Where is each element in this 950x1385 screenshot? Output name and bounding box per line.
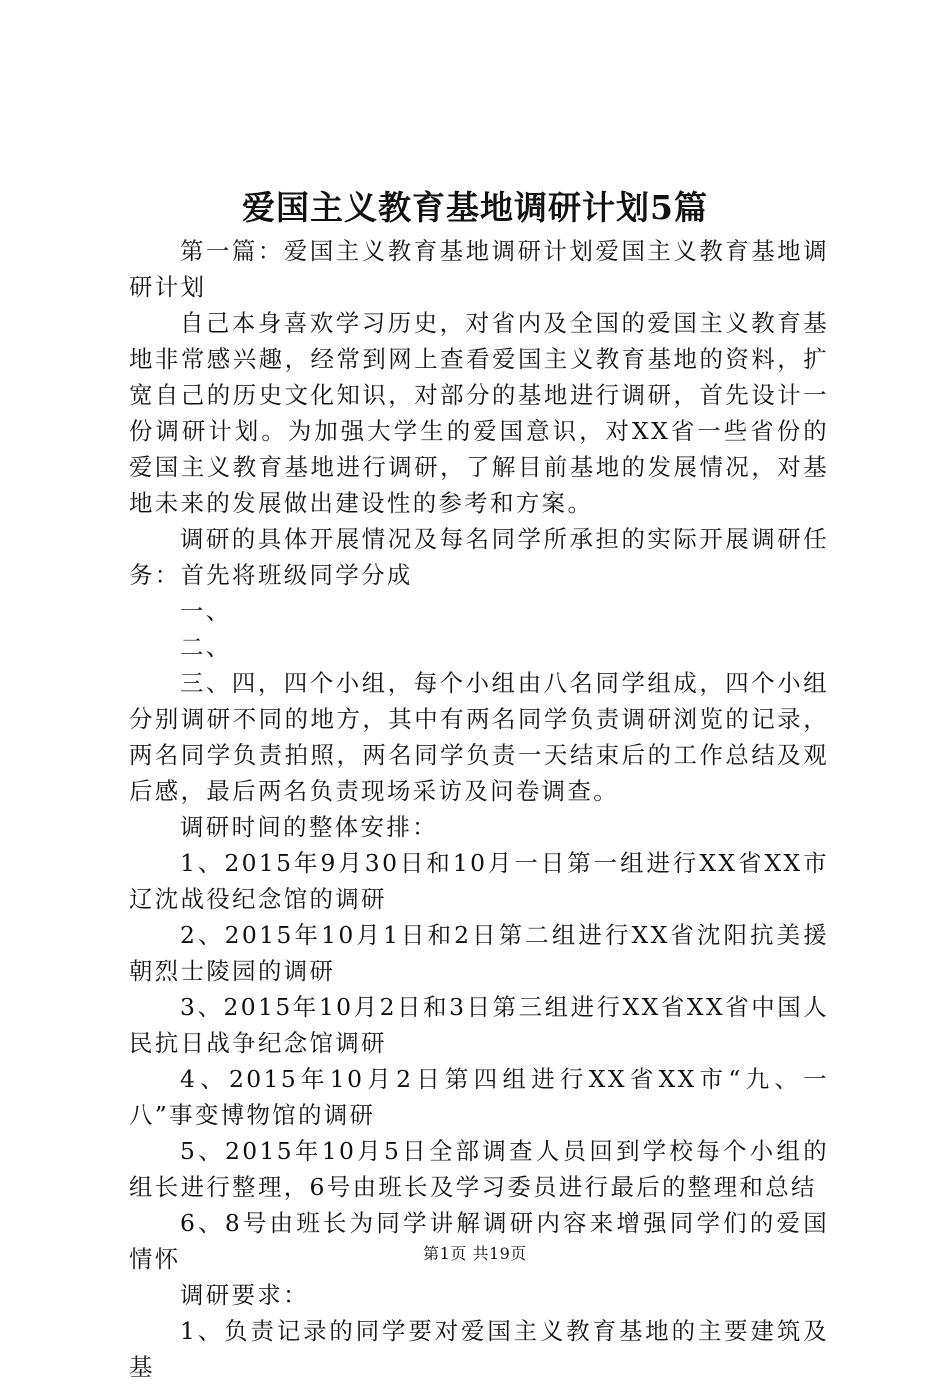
paragraph-requirements-heading: 调研要求： (180, 1281, 309, 1309)
document-title: 爱国主义教育基地调研计划5篇 (242, 188, 708, 227)
document-body (129, 233, 829, 1385)
paragraph-requirement-1: 1、负责记录的同学要对爱国主义教育基地的主要建筑及基 (129, 1317, 829, 1381)
paragraph-schedule-item-1: 1、2015年9月30日和10月一日第一组进行XX省XX市辽沈战役纪念馆的调研 (129, 849, 829, 913)
paragraph-background: 自己本身喜欢学习历史，对省内及全国的爱国主义教育基地非常感兴趣，经常到网上查看爱国主义教育基地的资料，扩宽自己的历史文化知识，对部分的基地进行调研，首先设计一份调研计划。为加强大学生的爱国意识，对XX省一些省份的爱国主义教育基地进行调研，了解目前基地的发展情况，对基地未来的发展做出建设性的参考和方案。 (129, 309, 829, 517)
paragraph-schedule-item-3: 3、2015年10月2日和3日第三组进行XX省XX省中国人民抗日战争纪念馆调研 (129, 993, 829, 1057)
paragraph-group-one: 一、 (180, 597, 232, 625)
paragraph-schedule-item-2: 2、2015年10月1日和2日第二组进行XX省沈阳抗美援朝烈士陵园的调研 (129, 921, 829, 985)
paragraph-schedule-item-4: 4、2015年10月2日第四组进行XX省XX市“九、一八”事变博物馆的调研 (129, 1065, 829, 1129)
paragraph-schedule-heading: 调研时间的整体安排： (180, 813, 438, 841)
paragraph-intro-heading: 第一篇：爱国主义教育基地调研计划爱国主义教育基地调研计划 (129, 237, 829, 301)
paragraph-group-two: 二、 (180, 633, 232, 661)
page-footer: 第1页 共19页 (423, 1244, 527, 1263)
paragraph-task-division: 调研的具体开展情况及每名同学所承担的实际开展调研任务：首先将班级同学分成 (129, 525, 829, 589)
paragraph-group-roles: 三、四，四个小组，每个小组由八名同学组成，四个小组分别调研不同的地方，其中有两名同学负责调研浏览的记录，两名同学负责拍照，两名同学负责一天结束后的工作总结及观后感，最后两名负责现场采访及问卷调查。 (129, 669, 829, 805)
paragraph-schedule-item-6: 6、8号由班长为同学讲解调研内容来增强同学们的爱国情怀 (129, 1209, 829, 1273)
paragraph-schedule-item-5: 5、2015年10月5日全部调查人员回到学校每个小组的组长进行整理，6号由班长及学习委员进行最后的整理和总结 (129, 1137, 829, 1201)
